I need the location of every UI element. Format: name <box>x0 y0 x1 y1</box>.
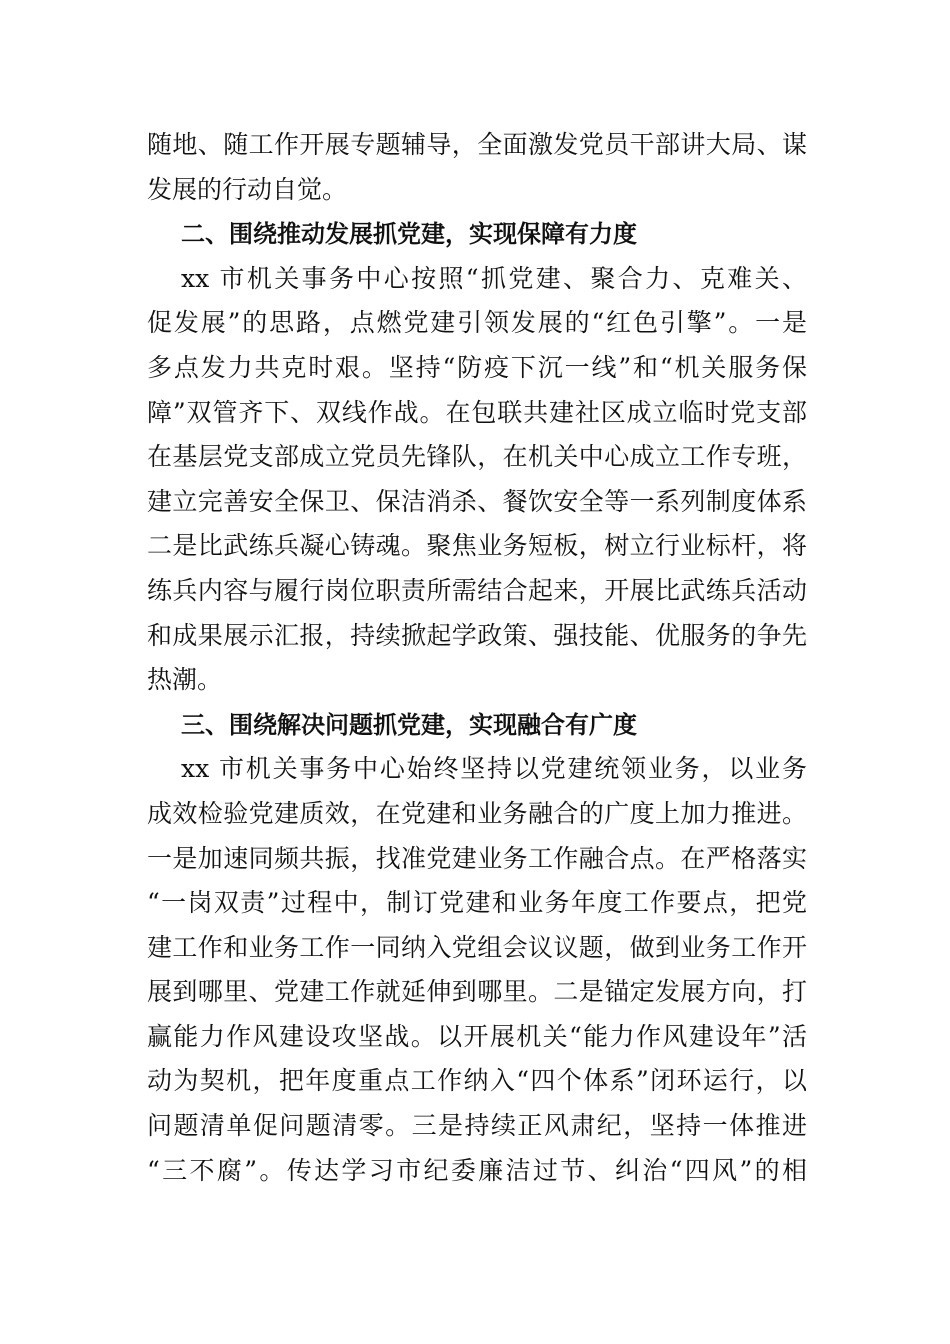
paragraph-line: 建工作和业务工作一同纳入党组会议议题，做到业务工作开 <box>147 932 807 962</box>
paragraph-line: 和成果展示汇报，持续掀起学政策、强技能、优服务的争先 <box>147 620 807 650</box>
paragraph-line: xx 市机关事务中心始终坚持以党建统领业务，以业务 <box>181 754 807 784</box>
section-heading-2: 二、围绕推动发展抓党建，实现保障有力度 <box>181 220 637 249</box>
paragraph-line: 障”双管齐下、双线作战。在包联共建社区成立临时党支部 <box>147 397 807 427</box>
paragraph-line: 问题清单促问题清零。三是持续正风肃纪，坚持一体推进 <box>147 1111 807 1141</box>
document-body <box>147 123 807 1193</box>
paragraph-line: xx 市机关事务中心按照“抓党建、聚合力、克难关、 <box>181 263 807 293</box>
paragraph-line: 促发展”的思路，点燃党建引领发展的“红色引擎”。一是 <box>147 308 807 338</box>
paragraph-line: 热潮。 <box>147 665 223 695</box>
paragraph-line: 在基层党支部成立党员先锋队，在机关中心成立工作专班， <box>147 442 807 472</box>
paragraph-line: 一是加速同频共振，找准党建业务工作融合点。在严格落实 <box>147 843 807 873</box>
paragraph-line: 二是比武练兵凝心铸魂。聚焦业务短板，树立行业标杆，将 <box>147 531 807 561</box>
paragraph-line: 展到哪里、党建工作就延伸到哪里。二是锚定发展方向，打 <box>147 977 807 1007</box>
paragraph-line: 赢能力作风建设攻坚战。以开展机关“能力作风建设年”活 <box>147 1021 807 1051</box>
paragraph-line: 发展的行动自觉。 <box>147 174 348 204</box>
paragraph-line: 动为契机，把年度重点工作纳入“四个体系”闭环运行，以 <box>147 1066 807 1096</box>
paragraph-line: 建立完善安全保卫、保洁消杀、餐饮安全等一系列制度体系 <box>147 486 807 516</box>
paragraph-line: 随地、随工作开展专题辅导，全面激发党员干部讲大局、谋 <box>147 130 807 159</box>
section-heading-3: 三、围绕解决问题抓党建，实现融合有广度 <box>181 710 637 739</box>
paragraph-line: 练兵内容与履行岗位职责所需结合起来，开展比武练兵活动 <box>147 575 807 605</box>
paragraph-line: “三不腐”。传达学习市纪委廉洁过节、纠治“四风”的相 <box>147 1155 807 1185</box>
paragraph-line: 多点发力共克时艰。坚持“防疫下沉一线”和“机关服务保 <box>147 352 807 382</box>
paragraph-line: “一岗双责”过程中，制订党建和业务年度工作要点，把党 <box>147 888 807 918</box>
paragraph-line: 成效检验党建质效，在党建和业务融合的广度上加力推进。 <box>147 798 807 828</box>
